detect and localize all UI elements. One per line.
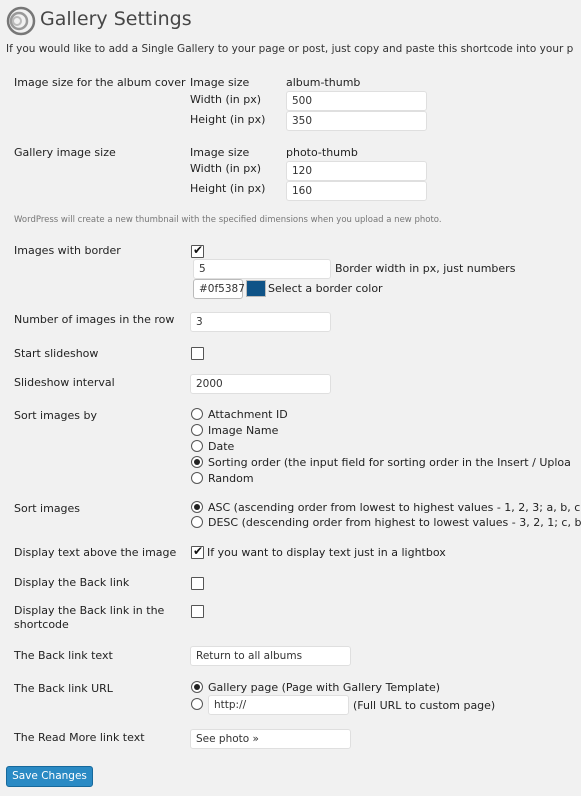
sort-order-label: Sort images	[14, 502, 81, 515]
gallery-size-label: Gallery image size	[14, 146, 116, 159]
gallery-size-value: photo-thumb	[286, 146, 358, 159]
border-color-input[interactable]: #0f5387	[193, 279, 243, 299]
interval-input[interactable]: 2000	[190, 374, 331, 394]
color-swatch[interactable]	[246, 280, 266, 297]
sort-by-radio-date[interactable]	[191, 440, 203, 452]
sort-order-radio-asc[interactable]	[191, 501, 203, 513]
sort-by-radio-sorting-order[interactable]	[191, 456, 203, 468]
slideshow-label: Start slideshow	[14, 347, 99, 360]
back-link-url-radio-gallery[interactable]	[191, 681, 203, 693]
back-link-checkbox[interactable]	[191, 577, 204, 590]
text-above-checkbox[interactable]	[191, 546, 204, 559]
interval-label: Slideshow interval	[14, 376, 115, 389]
gallery-width-label: Width (in px)	[190, 162, 262, 175]
thumbnail-note: WordPress will create a new thumbnail with the specified dimensions when you upload a new photo.	[14, 215, 442, 225]
sort-by-option-label: Date	[208, 440, 235, 453]
border-width-hint: Border width in px, just numbers	[335, 262, 516, 275]
border-checkbox[interactable]	[191, 245, 204, 258]
album-height-input[interactable]: 350	[286, 111, 427, 131]
album-size-label: Image size	[190, 76, 250, 89]
back-link-url-hint: (Full URL to custom page)	[353, 699, 496, 712]
text-above-hint: If you want to display text just in a lightbox	[207, 546, 446, 559]
sort-by-option-label: Sorting order (the input field for sorting order in the Insert / Uploa	[208, 456, 571, 469]
checkmark-icon: ✔	[193, 243, 204, 257]
album-cover-label: Image size for the album cover	[14, 76, 186, 89]
sort-order-option-label: ASC (ascending order from lowest to highest values - 1, 2, 3; a, b, c	[208, 501, 581, 514]
gallery-height-input[interactable]: 160	[286, 181, 427, 201]
read-more-label: The Read More link text	[14, 731, 145, 744]
sort-order-radio-desc[interactable]	[191, 516, 203, 528]
back-link-url-gallery-label: Gallery page (Page with Gallery Template)	[208, 681, 441, 694]
sort-by-radio-attachment-id[interactable]	[191, 408, 203, 420]
sort-by-option-label: Attachment ID	[208, 408, 288, 421]
text-above-label: Display text above the image	[14, 546, 177, 559]
border-label: Images with border	[14, 244, 121, 257]
back-link-url-radio-custom[interactable]	[191, 698, 203, 710]
gallery-size-sub-label: Image size	[190, 146, 250, 159]
back-link-text-input[interactable]: Return to all albums	[190, 646, 351, 666]
page-title: Gallery Settings	[40, 8, 192, 30]
back-link-shortcode-checkbox[interactable]	[191, 605, 204, 618]
album-width-label: Width (in px)	[190, 93, 262, 106]
gallery-rings-icon	[6, 6, 36, 36]
back-link-url-label: The Back link URL	[14, 682, 113, 695]
shortcode-intro: If you would like to add a Single Gallery to your page or post, just copy and paste this shortcode into your p	[6, 43, 574, 55]
back-link-label: Display the Back link	[14, 576, 130, 589]
per-row-label: Number of images in the row	[14, 313, 175, 326]
sort-by-option-label: Random	[208, 472, 254, 485]
border-width-input[interactable]: 5	[193, 259, 331, 279]
slideshow-checkbox[interactable]	[191, 347, 204, 360]
back-link-text-label: The Back link text	[14, 649, 113, 662]
checkmark-icon: ✔	[193, 544, 204, 558]
back-link-url-input[interactable]: http://	[208, 695, 349, 715]
border-color-hint: Select a border color	[268, 282, 383, 295]
sort-by-radio-image-name[interactable]	[191, 424, 203, 436]
sort-by-option-label: Image Name	[208, 424, 279, 437]
gallery-height-label: Height (in px)	[190, 182, 266, 195]
sort-by-radio-random[interactable]	[191, 472, 203, 484]
album-size-value: album-thumb	[286, 76, 361, 89]
album-width-input[interactable]: 500	[286, 91, 427, 111]
sort-by-label: Sort images by	[14, 409, 98, 422]
album-height-label: Height (in px)	[190, 113, 266, 126]
read-more-input[interactable]: See photo »	[190, 729, 351, 749]
per-row-input[interactable]: 3	[190, 312, 331, 332]
save-changes-button[interactable]: Save Changes	[6, 766, 93, 787]
gallery-width-input[interactable]: 120	[286, 161, 427, 181]
sort-order-option-label: DESC (descending order from highest to lowest values - 3, 2, 1; c, b	[208, 516, 581, 529]
back-link-shortcode-label: Display the Back link in the shortcode	[14, 604, 165, 631]
